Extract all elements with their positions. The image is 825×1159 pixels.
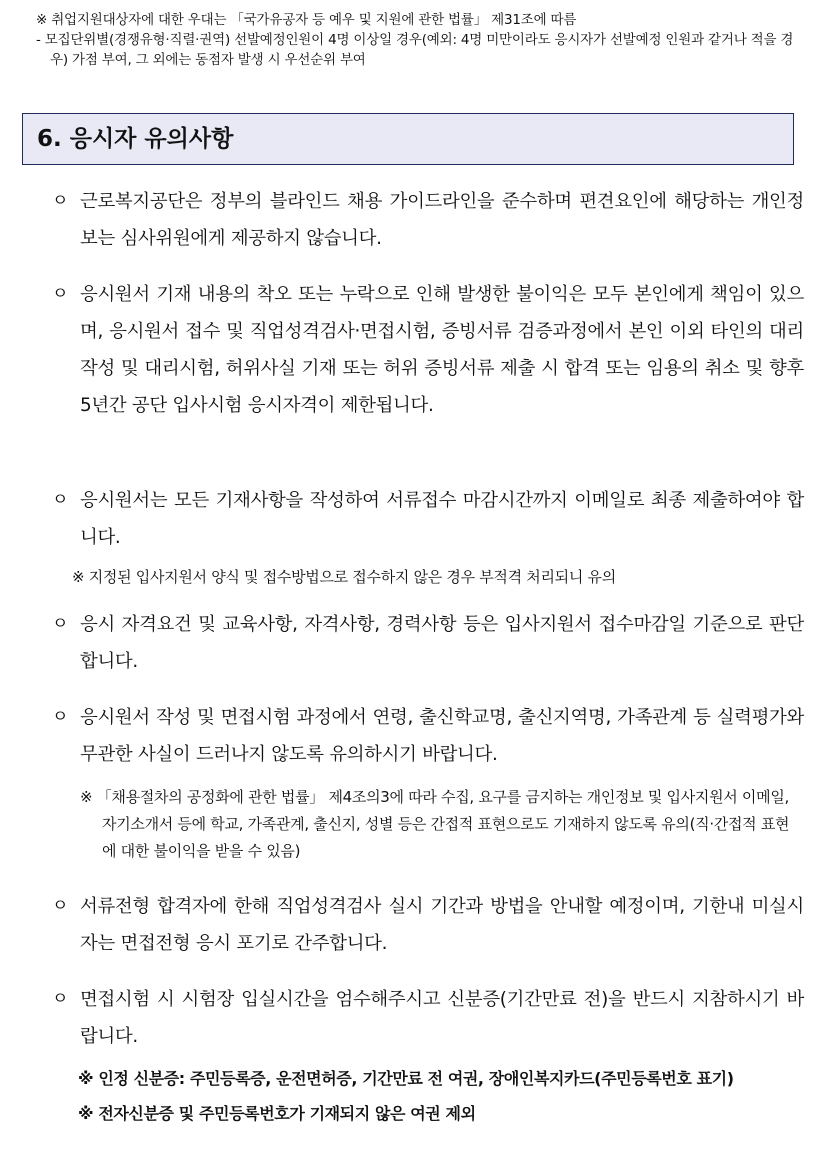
list-item-email-submission (52, 482, 804, 556)
bullet-icon: ㅇ (52, 284, 69, 304)
employment-support-note (36, 10, 806, 70)
bullet-icon: ㅇ (52, 989, 69, 1009)
list-item-text: 응시원서는 모든 기재사항을 작성하여 서류접수 마감시간까지 이메일로 최종 제출하여야 합니다. (80, 490, 804, 548)
bullet-icon: ㅇ (52, 896, 69, 916)
note-excluded-id: ※ 전자신분증 및 주민등록번호가 기재되지 않은 여권 제외 (78, 1104, 476, 1123)
note-text: ※ 「채용절차의 공정화에 관한 법률」 제4조의3에 따라 수집, 요구를 금지하는 개인정보 및 입사지원서 이메일, 자기소개서 등에 학교, 가족관계, 출신지, 성별 등은 간접적 표현으로도 기재하지 않도록 유의(직·간접적 표현에 대한 불이익을 받을 수 있음) (80, 788, 790, 860)
list-item-personal-info-caution (52, 699, 804, 773)
list-item-application-errors (52, 276, 804, 424)
section-title: 6. 응시자 유의사항 (37, 126, 234, 152)
list-item-interview-id (52, 981, 804, 1055)
list-item-text: 응시원서 작성 및 면접시험 과정에서 연령, 출신학교명, 출신지역명, 가족관계 등 실력평가와 무관한 사실이 드러나지 않도록 유의하시기 바랍니다. (80, 707, 804, 765)
note-line-priority-law: ※ 취업지원대상자에 대한 우대는 「국가유공자 등 예우 및 지원에 관한 법률」 제31조에 따름 (36, 12, 577, 28)
note-accepted-id: ※ 인정 신분증: 주민등록증, 운전면허증, 기간만료 전 여권, 장애인복지카드(주민등록번호 표기) (78, 1069, 734, 1088)
list-item-text: 서류전형 합격자에 한해 직업성격검사 실시 기간과 방법을 안내할 예정이며, 기한내 미실시자는 면접전형 응시 포기로 간주합니다. (80, 896, 804, 954)
list-item-text: 응시원서 기재 내용의 착오 또는 누락으로 인해 발생한 불이익은 모두 본인에게 책임이 있으며, 응시원서 접수 및 직업성격검사·면접시험, 증빙서류 검증과정에서 본인 이외 타인의 대리작성 및 대리시험, 허위사실 기재 또는 허위 증빙서류 제출 시 합격 또는 임용의 취소 및 향후 5년간 공단 입사시험 응시자격이 제한됩니다. (80, 284, 804, 416)
list-item-eligibility-date (52, 606, 804, 680)
note-fair-hiring-law (80, 784, 802, 865)
list-item-personality-test (52, 888, 804, 962)
list-item-text: 근로복지공단은 정부의 블라인드 채용 가이드라인을 준수하며 편견요인에 해당하는 개인정보는 심사위원에게 제공하지 않습니다. (80, 191, 804, 249)
list-item-text: 응시 자격요건 및 교육사항, 자격사항, 경력사항 등은 입사지원서 접수마감일 기준으로 판단합니다. (80, 614, 804, 672)
note-text: ※ 지정된 입사지원서 양식 및 접수방법으로 접수하지 않은 경우 부적격 처리되니 유의 (72, 568, 616, 586)
bullet-icon: ㅇ (52, 707, 69, 727)
bullet-icon: ㅇ (52, 490, 69, 510)
bullet-icon: ㅇ (52, 191, 69, 211)
list-item-text: 면접시험 시 시험장 입실시간을 엄수해주시고 신분증(기간만료 전)을 반드시 지참하시기 바랍니다. (80, 989, 804, 1047)
bullet-icon: ㅇ (52, 614, 69, 634)
section-heading (22, 113, 794, 165)
note-submission-format (72, 564, 792, 591)
list-item-blind-hiring (52, 183, 804, 257)
note-line-bonus-points: - 모집단위별(경쟁유형·직렬·권역) 선발예정인원이 4명 이상일 경우(예외: 4명 미만이라도 응시자가 선발예정 인원과 같거나 적을 경우) 가점 부여, 그 외에는 동점자 발생 시 우선순위 부여 (36, 32, 794, 68)
